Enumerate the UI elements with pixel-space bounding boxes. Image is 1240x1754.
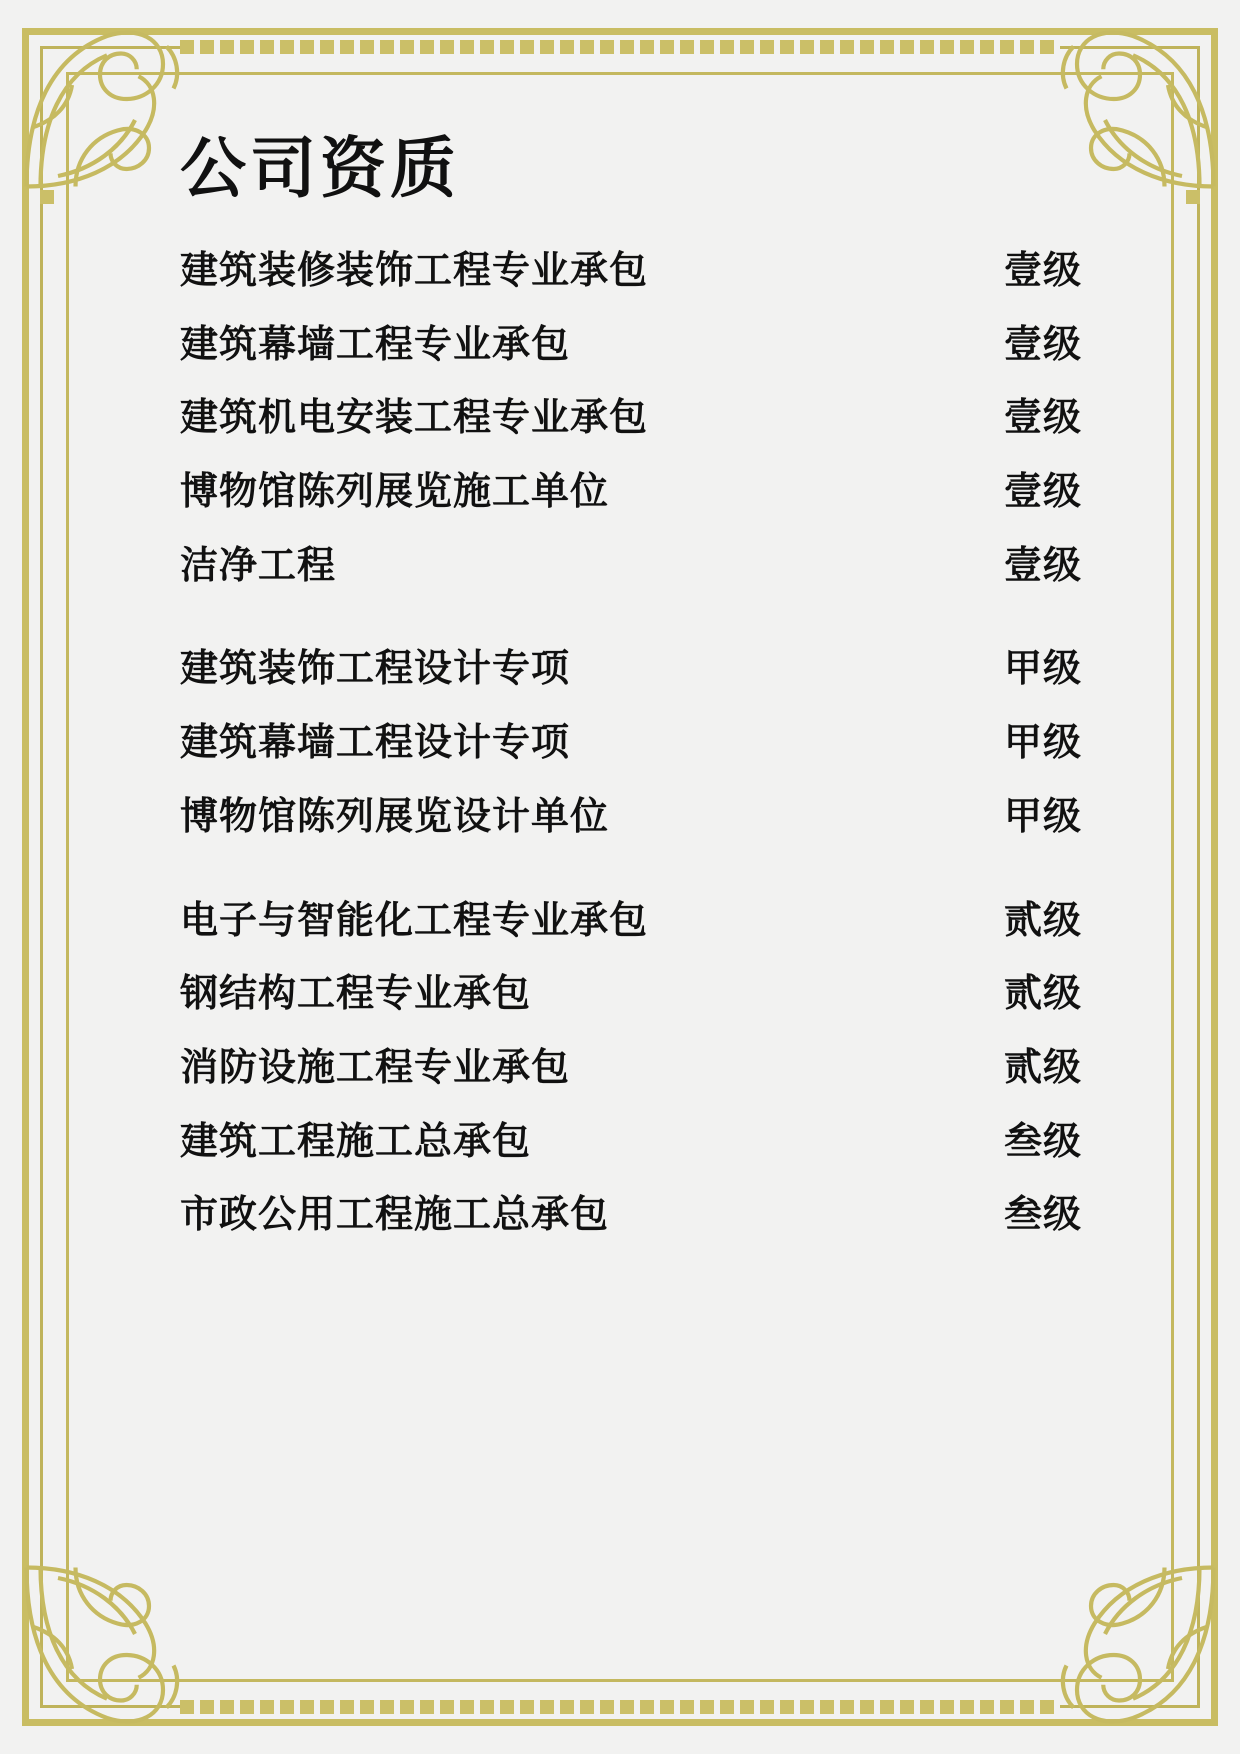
qualification-row bbox=[96, 898, 1144, 942]
qualification-level: 壹级 bbox=[1004, 541, 1083, 587]
qualification-name: 博物馆陈列展览设计单位 bbox=[180, 792, 610, 838]
qualification-row bbox=[96, 469, 1144, 513]
qualification-group bbox=[96, 646, 1144, 837]
qualification-name: 建筑工程施工总承包 bbox=[180, 1117, 532, 1163]
qualification-row bbox=[96, 248, 1144, 292]
qualification-name: 电子与智能化工程专业承包 bbox=[180, 896, 649, 942]
qualification-level: 壹级 bbox=[1004, 394, 1083, 440]
qualification-name: 市政公用工程施工总承包 bbox=[180, 1191, 610, 1237]
qualification-level: 壹级 bbox=[1004, 468, 1083, 514]
qualification-level: 贰级 bbox=[1004, 896, 1083, 942]
qualification-row bbox=[96, 646, 1144, 690]
qualification-row bbox=[96, 971, 1144, 1015]
qualification-name: 建筑装修装饰工程专业承包 bbox=[180, 247, 649, 292]
qualification-row bbox=[96, 794, 1144, 838]
frame-ladder-bottom bbox=[180, 1700, 1060, 1714]
page-title: 公司资质 bbox=[180, 130, 460, 207]
qualification-group bbox=[96, 248, 1144, 586]
qualification-name: 建筑幕墙工程专业承包 bbox=[180, 320, 571, 366]
qualification-row bbox=[96, 1119, 1144, 1163]
qualification-level: 甲级 bbox=[1004, 719, 1083, 765]
qualification-name: 钢结构工程专业承包 bbox=[180, 970, 532, 1016]
qualification-name: 洁净工程 bbox=[180, 541, 337, 587]
qualification-name: 建筑机电安装工程专业承包 bbox=[180, 394, 649, 440]
qualification-group bbox=[96, 898, 1144, 1236]
qualification-row bbox=[96, 395, 1144, 439]
qualification-name: 博物馆陈列展览施工单位 bbox=[180, 468, 610, 514]
qualification-row bbox=[96, 543, 1144, 587]
qualification-level: 贰级 bbox=[1004, 970, 1083, 1016]
qualification-list bbox=[96, 248, 1144, 1236]
qualification-level: 甲级 bbox=[1004, 792, 1083, 838]
frame-ladder-top bbox=[180, 40, 1060, 54]
qualification-level: 壹级 bbox=[1004, 320, 1083, 366]
qualification-level: 贰级 bbox=[1004, 1043, 1083, 1089]
qualification-name: 消防设施工程专业承包 bbox=[180, 1043, 571, 1089]
qualification-level: 叁级 bbox=[1004, 1117, 1083, 1163]
qualification-row bbox=[96, 1192, 1144, 1236]
qualification-row bbox=[96, 1045, 1144, 1089]
qualification-row bbox=[96, 322, 1144, 366]
qualification-level: 叁级 bbox=[1004, 1191, 1083, 1237]
qualification-row bbox=[96, 720, 1144, 764]
qualification-level: 甲级 bbox=[1004, 645, 1083, 691]
qualification-name: 建筑装饰工程设计专项 bbox=[180, 645, 571, 691]
qualification-name: 建筑幕墙工程设计专项 bbox=[180, 719, 571, 765]
qualification-level: 壹级 bbox=[1004, 247, 1083, 292]
certificate-content bbox=[96, 96, 1144, 1658]
